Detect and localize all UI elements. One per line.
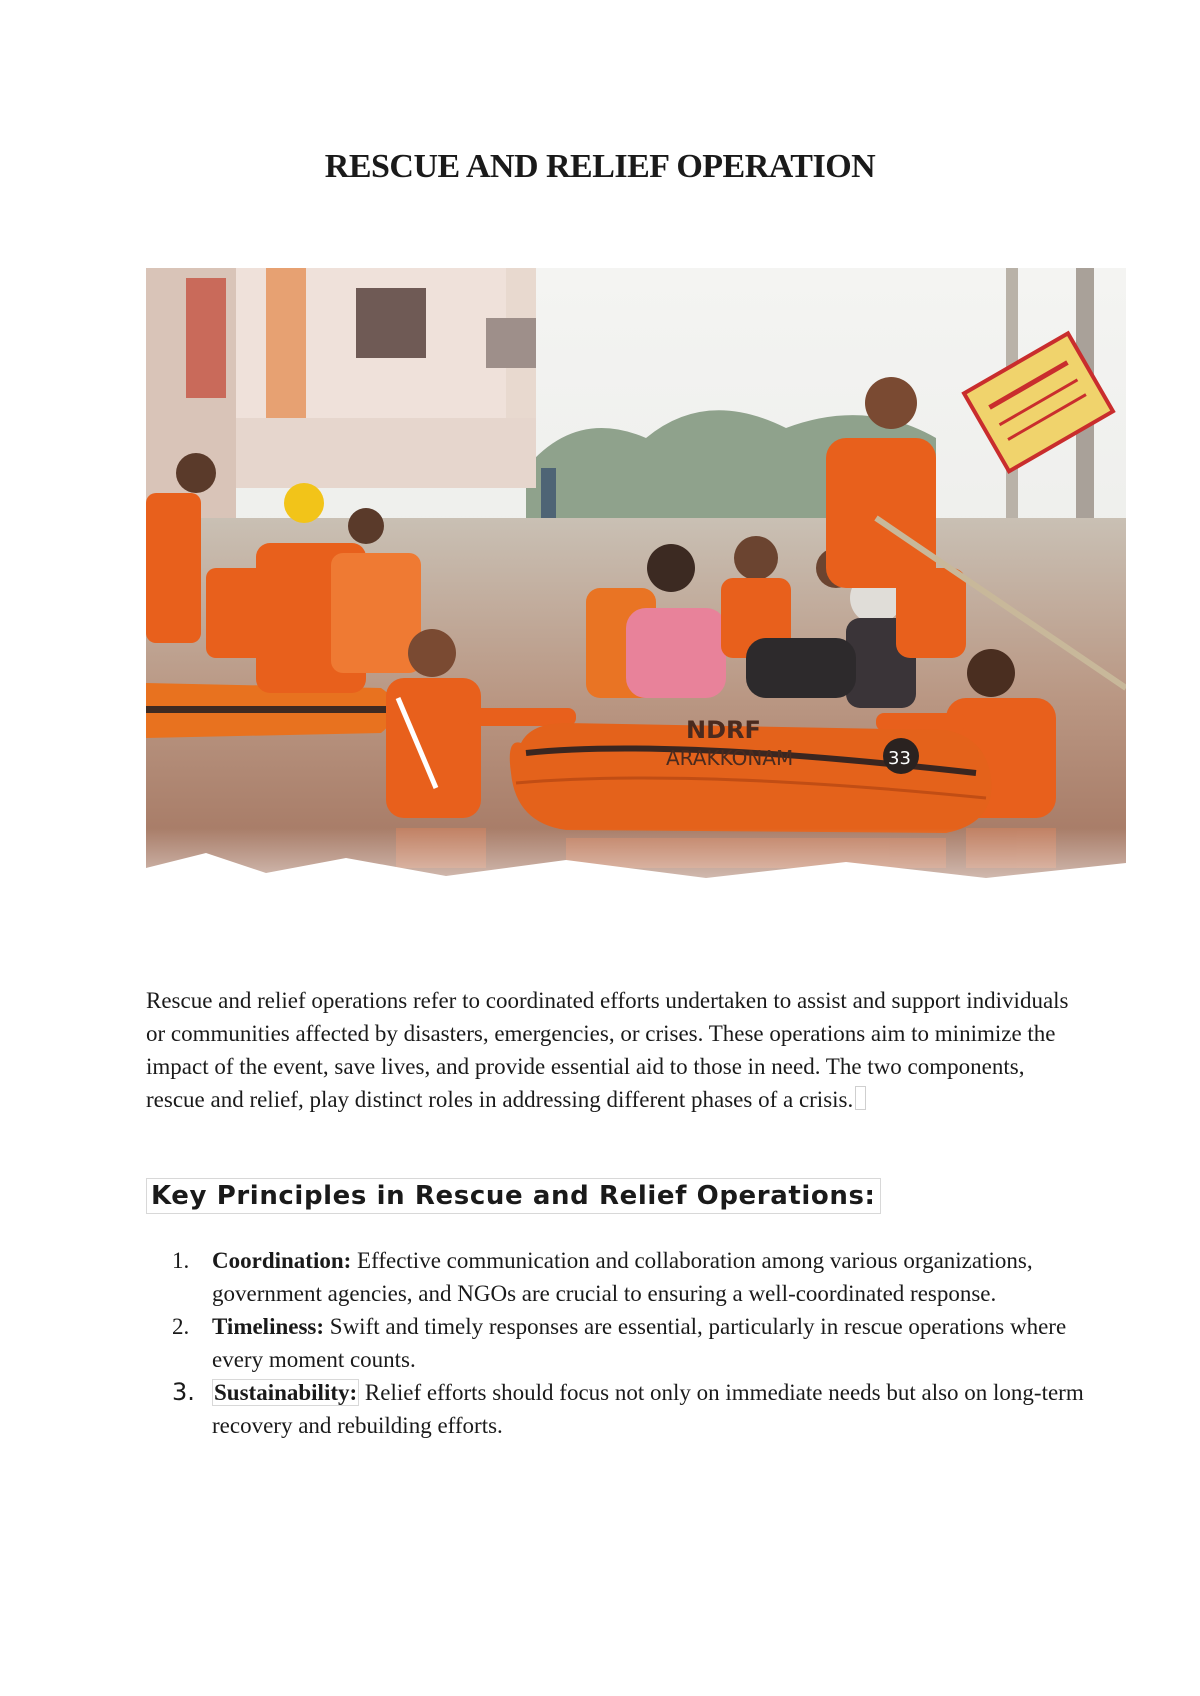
flood-rescue-photo [146, 268, 1126, 928]
principles-list [146, 1244, 1086, 1442]
list-item [146, 1310, 1086, 1376]
ndrf-boat [510, 716, 992, 833]
principles-heading: Key Principles in Rescue and Relief Operations: [146, 1178, 881, 1214]
boat-label-ndrf: NDRF [686, 716, 761, 744]
page-title: RESCUE AND RELIEF OPERATION [324, 148, 876, 185]
list-number: 2. [172, 1314, 190, 1339]
principle-text: Swift and timely responses are essential, particularly in rescue operations where every moment counts. [212, 1314, 1067, 1372]
principle-term: Sustainability: [214, 1380, 358, 1405]
principle-text: Relief efforts should focus not only on immediate needs but also on long-term recovery and rebuilding efforts. [212, 1380, 1084, 1438]
list-number: 3. [172, 1378, 195, 1406]
principle-term: Coordination: [212, 1248, 352, 1273]
boat-label-arakkonam: ARAKKONAM [666, 746, 794, 770]
list-item [146, 1244, 1086, 1310]
boat-number: 33 [888, 748, 911, 769]
list-number: 1. [172, 1248, 190, 1273]
principle-term: Timeliness: [212, 1314, 325, 1339]
intro-text: Rescue and relief operations refer to coordinated efforts undertaken to assist and support individuals or communities affected by disasters, emergencies, or crises. These operations aim to minimize the impact of the event, save lives, and provide essential aid to those in need. The two components, rescue and relief, play distinct roles in addressing different phases of a crisis. [146, 988, 1069, 1112]
intro-paragraph [146, 984, 1086, 1116]
list-item [146, 1376, 1086, 1442]
text-cursor-mark [855, 1086, 866, 1110]
principle-text: Effective communication and collaboration among various organizations, government agencies, and NGOs are crucial to ensuring a well-coordinated response. [212, 1248, 1033, 1306]
